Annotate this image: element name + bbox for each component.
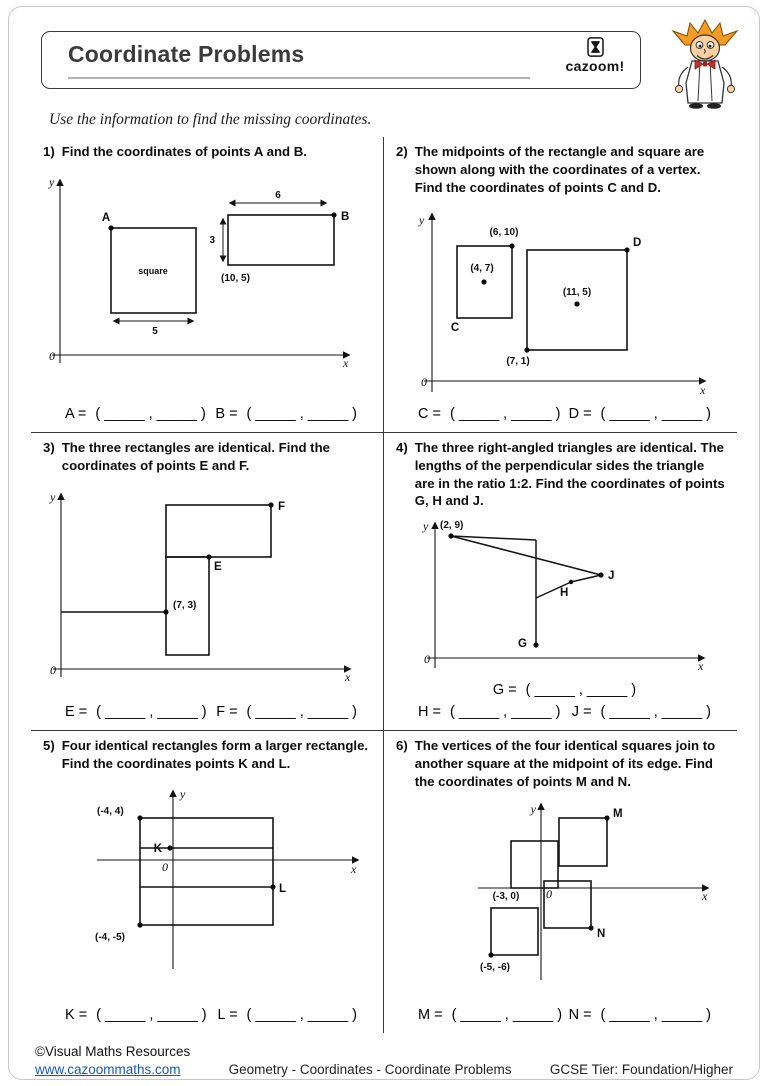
problem-3-cell [31, 433, 384, 731]
problem-2-text: The midpoints of the rectangle and square are shown along with the coordinates of a vertex. Find the coordinates of points C and D. [414, 144, 705, 195]
mascot-face [691, 35, 720, 61]
problem-5-text: Four identical rectangles form a larger rectangle. Find the coordinates points K and L. [61, 738, 369, 771]
point-g-dot [533, 643, 538, 648]
point-d-dot [624, 248, 629, 253]
triangle-h-to-j-segment [571, 575, 601, 582]
problem-6-cell [384, 731, 737, 1033]
rectangle-shape [228, 215, 334, 265]
footer [35, 1043, 733, 1078]
problem-6-diagram [466, 796, 716, 984]
answer-h-blank: ( _____ , _____ ) [449, 704, 561, 720]
problem-1-prompt [43, 143, 375, 161]
point-b-dot [331, 212, 336, 217]
answer-d-label: D = [568, 406, 592, 422]
answer-e [65, 704, 207, 720]
y-axis-label: y [180, 786, 186, 801]
rect-midpoint-dot [481, 280, 486, 285]
square-midpoint-label: (11, 5) [562, 287, 592, 299]
problem-6-answers [396, 1007, 729, 1025]
origin-label: 0 [162, 859, 168, 874]
problem-1-number: 1) [43, 144, 55, 159]
problem-4-diagram [408, 516, 708, 676]
problem-4-prompt [396, 439, 729, 510]
problem-3-diagram [43, 485, 363, 685]
cazoom-logo [562, 37, 628, 74]
problem-4-answers [396, 704, 729, 722]
answer-k [65, 1007, 207, 1023]
problem-6-text: The vertices of the four identical squares join to another square at the midpoint of its edge. Find the coordinates of points M and N. [414, 738, 716, 789]
height-dimension-label: 3 [209, 234, 215, 246]
point-f-dot [268, 502, 273, 507]
answer-d [569, 406, 711, 422]
y-axis-label: y [49, 174, 55, 189]
title-underline [68, 77, 530, 79]
problem-2-cell [384, 137, 737, 433]
point-a-label: A [101, 211, 111, 224]
point-h-dot [569, 580, 573, 584]
y-axis-label: y [423, 519, 429, 534]
footer-copyright: ©Visual Maths Resources [35, 1044, 191, 1059]
rect-vertex-dot [509, 244, 514, 249]
x-axis-label: x [343, 355, 349, 370]
corner-point-label: (-5, -6) [480, 962, 510, 974]
answer-f-blank: ( _____ , _____ ) [246, 704, 357, 720]
problem-5-diagram [85, 783, 365, 973]
footer-website-link[interactable]: www.cazoommaths.com [35, 1061, 181, 1077]
problem-1-diagram [43, 171, 363, 371]
point-g-label: G [518, 638, 527, 651]
point-m-dot [604, 816, 609, 821]
point-l-dot [270, 884, 275, 889]
x-axis-label: x [351, 861, 357, 876]
problem-2-diagram [404, 206, 714, 401]
point-e-dot [206, 554, 211, 559]
square-lower-left [491, 908, 538, 955]
answer-g [493, 682, 636, 698]
x-axis-label: x [345, 669, 351, 684]
footer-tier: GCSE Tier: Foundation/Higher [549, 1062, 733, 1078]
origin-label: 0 [50, 662, 56, 677]
answer-c-blank: ( _____ , _____ ) [449, 406, 561, 422]
point-a-dot [108, 225, 113, 230]
footer-breadcrumb: Geometry - Coordinates - Coordinate Problems [228, 1062, 512, 1078]
answer-k-blank: ( _____ , _____ ) [96, 1007, 207, 1023]
y-axis-label: y [50, 489, 56, 504]
answer-k-label: K = [65, 1007, 88, 1023]
corner-point-dot [488, 953, 493, 958]
problem-4-number: 4) [396, 440, 408, 455]
top-rectangle-shape [166, 505, 271, 557]
answer-g-blank: ( _____ , _____ ) [525, 682, 637, 699]
point-j-dot [598, 573, 603, 578]
bottom-corner-label: (-4, -5) [95, 931, 125, 943]
answer-f [216, 704, 357, 720]
x-axis-label: x [700, 383, 706, 398]
answer-c-label: C = [418, 406, 441, 422]
point-k-label: K [153, 842, 162, 855]
side-dimension-label: 5 [152, 325, 158, 337]
answer-b-label: B = [215, 406, 238, 422]
answer-m-blank: ( _____ , _____ ) [451, 1007, 563, 1023]
problem-4-answer-g-row [396, 682, 729, 700]
answer-a-blank: ( _____ , _____ ) [95, 406, 206, 422]
top-corner-label: (-4, 4) [97, 805, 124, 817]
header [9, 7, 759, 109]
square-label: square [138, 265, 168, 276]
triangle-hypotenuse-segment [451, 536, 601, 575]
given-point-dot [163, 609, 168, 614]
top-corner-dot [137, 815, 142, 820]
answer-m [418, 1007, 562, 1023]
given-point-label: (7, 3) [173, 599, 197, 611]
origin-label: 0 [421, 375, 427, 390]
instruction-text: Use the information to find the missing coordinates. [49, 111, 372, 128]
square-upper-right [559, 818, 607, 866]
page-title: Coordinate Problems [68, 41, 305, 67]
point-h-label: H [560, 587, 569, 600]
problem-3-answers [43, 704, 375, 722]
problem-2-answers [396, 406, 729, 424]
answer-b-blank: ( _____ , _____ ) [246, 406, 357, 422]
answer-c [418, 406, 560, 422]
vertex-coordinate-label: (10, 5) [221, 272, 250, 284]
problem-4-cell [384, 433, 737, 731]
footer-left [35, 1043, 190, 1078]
answer-e-label: E = [65, 704, 88, 720]
point-k-dot [167, 845, 172, 850]
answer-h [418, 704, 560, 720]
problem-5-cell [31, 731, 384, 1033]
y-axis-label: y [530, 802, 536, 817]
point-d-label: D [633, 237, 642, 250]
point-c-label: C [450, 322, 460, 335]
problem-5-prompt [43, 737, 375, 773]
square-shape [527, 250, 627, 350]
problem-3-number: 3) [43, 440, 55, 455]
y-axis-label: y [419, 213, 425, 228]
cazoom-logo-text: cazoom! [565, 58, 625, 74]
width-dimension-label: 6 [275, 189, 281, 201]
given-point-label: (2, 9) [440, 520, 464, 532]
point-e-label: E [214, 560, 222, 573]
square-vertex-label: (7, 1) [506, 356, 530, 368]
problem-1-answers [43, 406, 375, 424]
answer-j [572, 704, 711, 720]
worksheet-page [8, 6, 760, 1080]
problem-grid [31, 137, 737, 1033]
point-n-dot [588, 926, 593, 931]
problem-3-text: The three rectangles are identical. Find the coordinates of points E and F. [61, 440, 330, 473]
answer-a [65, 406, 206, 422]
problem-1-text: Find the coordinates of points A and B. [61, 144, 307, 159]
answer-n [569, 1007, 711, 1023]
origin-label: 0 [49, 348, 55, 363]
x-axis-label: x [702, 889, 708, 904]
problem-3-prompt [43, 439, 375, 475]
answer-l [218, 1007, 357, 1023]
answer-n-label: N = [568, 1007, 592, 1023]
problem-2-prompt [396, 143, 729, 196]
axis-point-label: (-3, 0) [492, 891, 520, 903]
problem-5-answers [43, 1007, 375, 1025]
answer-j-blank: ( _____ , _____ ) [600, 704, 711, 720]
problem-6-number: 6) [396, 738, 408, 753]
point-l-label: L [279, 882, 287, 895]
mascot-body [675, 60, 734, 109]
answer-j-label: J = [571, 704, 592, 720]
square-vertex-dot [524, 348, 529, 353]
point-m-label: M [613, 808, 623, 821]
rect-vertex-label: (6, 10) [489, 227, 519, 239]
square-midpoint-dot [574, 302, 579, 307]
origin-label: 0 [546, 887, 552, 902]
x-axis-label: x [698, 659, 704, 674]
answer-a-label: A = [65, 406, 87, 422]
origin-label: 0 [424, 652, 430, 667]
large-rectangle-shape [140, 818, 273, 925]
answer-e-blank: ( _____ , _____ ) [96, 704, 207, 720]
problem-4-text: The three right-angled triangles are identical. The lengths of the perpendicular sides the triangle are in the ratio 1:2. Find the coordinates of points G, H and J. [414, 440, 725, 509]
mascot-illustration [665, 19, 745, 109]
given-point-dot [448, 534, 453, 539]
answer-h-label: H = [418, 704, 441, 720]
answer-m-label: M = [418, 1007, 443, 1023]
answer-b [215, 406, 357, 422]
rect-midpoint-label: (4, 7) [470, 263, 494, 275]
point-f-label: F [278, 500, 286, 513]
answer-d-blank: ( _____ , _____ ) [600, 406, 711, 422]
answer-g-label: G = [492, 682, 517, 699]
bottom-corner-dot [137, 922, 142, 927]
hourglass-icon [587, 37, 604, 57]
point-n-label: N [597, 928, 606, 941]
problem-1-cell [31, 137, 384, 433]
point-j-label: J [608, 570, 615, 583]
title-box [41, 31, 641, 89]
answer-l-blank: ( _____ , _____ ) [246, 1007, 357, 1023]
problem-2-number: 2) [396, 144, 408, 159]
problem-5-number: 5) [43, 738, 55, 753]
answer-f-label: F = [216, 704, 238, 720]
problem-6-prompt [396, 737, 729, 790]
point-b-label: B [341, 210, 350, 223]
answer-l-label: L = [217, 1007, 238, 1023]
answer-n-blank: ( _____ , _____ ) [600, 1007, 711, 1023]
